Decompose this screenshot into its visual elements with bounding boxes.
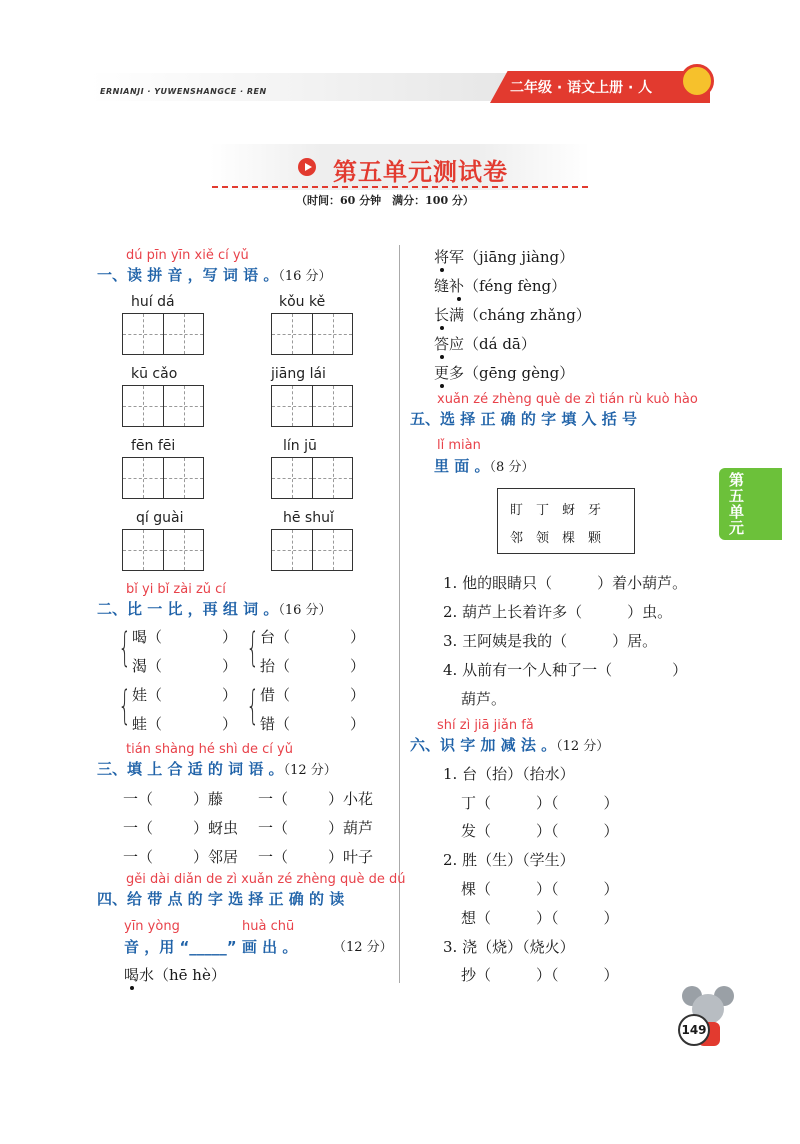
s6-line-3[interactable]: 发（ ）（ ） — [461, 822, 619, 840]
s5-word-row-1: 盯 丁 蚜 牙 — [510, 503, 602, 518]
s4-item-5[interactable]: 答应（dá dā） — [434, 335, 536, 353]
s6-line-1: 1. 台（抬）（抬水） — [443, 765, 575, 783]
s6-points: （12 分） — [556, 739, 610, 754]
s1-writing-grid-8[interactable] — [271, 529, 353, 571]
s4-item-6[interactable]: 更多（gēng gèng） — [434, 364, 575, 382]
s4-emphasis-dot-1 — [130, 986, 134, 990]
s3-fill-3[interactable]: 一（ ）蚜虫 — [123, 819, 239, 837]
s1-pinyin: dú pīn yīn xiě cí yǔ — [126, 248, 249, 263]
s1-writing-grid-2[interactable] — [271, 313, 353, 355]
s6-line-4: 2. 胜（生）（学生） — [443, 851, 575, 869]
s3-fill-1[interactable]: 一（ ）藤 — [123, 790, 224, 808]
s6-title — [410, 734, 609, 755]
s1-writing-grid-4[interactable] — [271, 385, 353, 427]
series-code: ERNIANJI · YUWENSHANGCE · REN — [100, 87, 267, 96]
play-circle-icon — [298, 158, 316, 176]
s2-points: （16 分） — [278, 603, 332, 618]
s6-line-6[interactable]: 想（ ）（ ） — [461, 909, 619, 927]
s4-item-2[interactable]: 将军（jiāng jiàng） — [434, 248, 575, 266]
page-title: 第五单元测试卷 — [333, 157, 508, 186]
s1-pinyin-2: kǒu kě — [279, 294, 326, 310]
s4-emphasis-dot-2 — [440, 268, 444, 272]
unit-side-tab-label: 第五单元 — [729, 471, 745, 537]
s3-fill-6[interactable]: 一（ ）叶子 — [258, 848, 374, 866]
s6-line-2[interactable]: 丁（ ）（ ） — [461, 794, 619, 812]
s2-char-4[interactable]: 抬（ ） — [260, 657, 366, 675]
s2-title — [97, 598, 332, 619]
s3-title-text: 三、填 上 合 适 的 词 语 。 — [97, 760, 284, 778]
s5-sentence-4-cont: 葫芦。 — [461, 690, 507, 708]
s2-brace-1: { — [118, 625, 132, 671]
s3-fill-5[interactable]: 一（ ）邻居 — [123, 848, 239, 866]
unit-side-tab — [719, 468, 782, 540]
s6-line-8[interactable]: 抄（ ）（ ） — [461, 966, 619, 984]
s1-title — [97, 264, 332, 285]
header-bar — [90, 67, 710, 103]
s2-brace-2: { — [246, 625, 260, 671]
s2-title-text: 二、比 一 比 ，再 组 词 。 — [97, 600, 279, 618]
s1-title-text: 一、读 拼 音 ，写 词 语 。 — [97, 266, 279, 284]
s4-title-line1: 四、给 带 点 的 字 选 择 正 确 的 读 — [97, 890, 345, 908]
s5-sentence-4[interactable]: 4. 从前有一个人种了一（ ） — [443, 661, 688, 679]
s2-char-6[interactable]: 蛙（ ） — [132, 715, 238, 733]
s4-pinyin-line2a: yīn yòng — [124, 919, 180, 934]
s4-item-4[interactable]: 长满（cháng zhǎng） — [434, 306, 591, 324]
s1-pinyin-8: hē shuǐ — [283, 510, 334, 526]
title-underline — [212, 186, 588, 188]
s6-title-text: 六、识 字 加 减 法 。 — [410, 736, 557, 754]
s1-writing-grid-7[interactable] — [122, 529, 204, 571]
s4-item-1[interactable]: 喝水（hē hè） — [124, 966, 226, 984]
s1-writing-grid-5[interactable] — [122, 457, 204, 499]
s5-points: （8 分） — [489, 460, 535, 475]
page-number-badge — [678, 1014, 710, 1046]
s5-pinyin-line1: xuǎn zé zhèng què de zì tián rù kuò hào — [437, 392, 698, 407]
s5-sentence-1[interactable]: 1. 他的眼睛只（ ）着小葫芦。 — [443, 574, 688, 592]
s4-emphasis-dot-4 — [440, 326, 444, 330]
s1-pinyin-4: jiāng lái — [271, 366, 326, 382]
s5-title-line2-text: 里 面 。 — [434, 457, 490, 475]
s1-writing-grid-1[interactable] — [122, 313, 204, 355]
s2-brace-3: { — [118, 683, 132, 729]
s2-brace-4: { — [246, 683, 260, 729]
s2-char-7[interactable]: 借（ ） — [260, 686, 366, 704]
s1-pinyin-3: kū cǎo — [131, 366, 178, 382]
s1-pinyin-6: lín jū — [283, 438, 317, 454]
s3-fill-4[interactable]: 一（ ）葫芦 — [258, 819, 374, 837]
s3-points: （12 分） — [283, 763, 337, 778]
s5-sentence-2[interactable]: 2. 葫芦上长着许多（ ）虫。 — [443, 603, 673, 621]
book-label: 二年级 · 语文上册 · 人 — [510, 80, 653, 96]
s3-title — [97, 758, 337, 779]
s4-pinyin-line1: gěi dài diǎn de zì xuǎn zé zhèng què de dú — [126, 872, 406, 887]
s4-points: （12 分） — [333, 940, 393, 955]
s3-pinyin: tián shàng hé shì de cí yǔ — [126, 742, 293, 757]
s6-line-5[interactable]: 棵（ ）（ ） — [461, 880, 619, 898]
s5-word-box — [497, 488, 635, 554]
s2-char-8[interactable]: 错（ ） — [260, 715, 366, 733]
exam-meta: （时间：60 分钟 满分：100 分） — [296, 194, 474, 207]
s6-line-7: 3. 浇（烧）（烧火） — [443, 938, 575, 956]
s6-pinyin: shí zì jiā jiǎn fǎ — [437, 718, 534, 733]
s1-writing-grid-3[interactable] — [122, 385, 204, 427]
s4-emphasis-dot-5 — [440, 355, 444, 359]
s2-char-3[interactable]: 台（ ） — [260, 628, 366, 646]
s1-pinyin-5: fēn fēi — [131, 438, 176, 454]
s1-writing-grid-6[interactable] — [271, 457, 353, 499]
s4-item-3[interactable]: 缝补（féng fèng） — [434, 277, 567, 295]
s2-pinyin: bǐ yi bǐ zài zǔ cí — [126, 582, 226, 597]
s3-fill-2[interactable]: 一（ ）小花 — [258, 790, 374, 808]
page-number: 149 — [681, 1023, 707, 1037]
s5-title-line1: 五、选 择 正 确 的 字 填 入 括 号 — [410, 410, 638, 428]
s4-title-line2-text: 音 ，用 “_____” 画 出 。 — [124, 938, 298, 956]
s2-char-5[interactable]: 娃（ ） — [132, 686, 238, 704]
s5-word-row-2: 邻 领 棵 颗 — [510, 531, 602, 546]
s5-sentence-3[interactable]: 3. 王阿姨是我的（ ）居。 — [443, 632, 658, 650]
s4-emphasis-dot-3 — [457, 297, 461, 301]
s2-char-1[interactable]: 喝（ ） — [132, 628, 238, 646]
s1-pinyin-7: qí guài — [136, 510, 184, 526]
s4-title-line2 — [124, 936, 297, 957]
s5-pinyin-line2: lǐ miàn — [437, 438, 481, 453]
s2-char-2[interactable]: 渴（ ） — [132, 657, 238, 675]
s1-pinyin-1: huí dá — [131, 294, 175, 310]
s1-points: （16 分） — [278, 269, 332, 284]
s4-emphasis-dot-6 — [440, 384, 444, 388]
publisher-logo-icon — [680, 64, 714, 98]
s5-title-line2 — [434, 455, 534, 476]
s4-pinyin-line2b: huà chū — [242, 919, 295, 934]
